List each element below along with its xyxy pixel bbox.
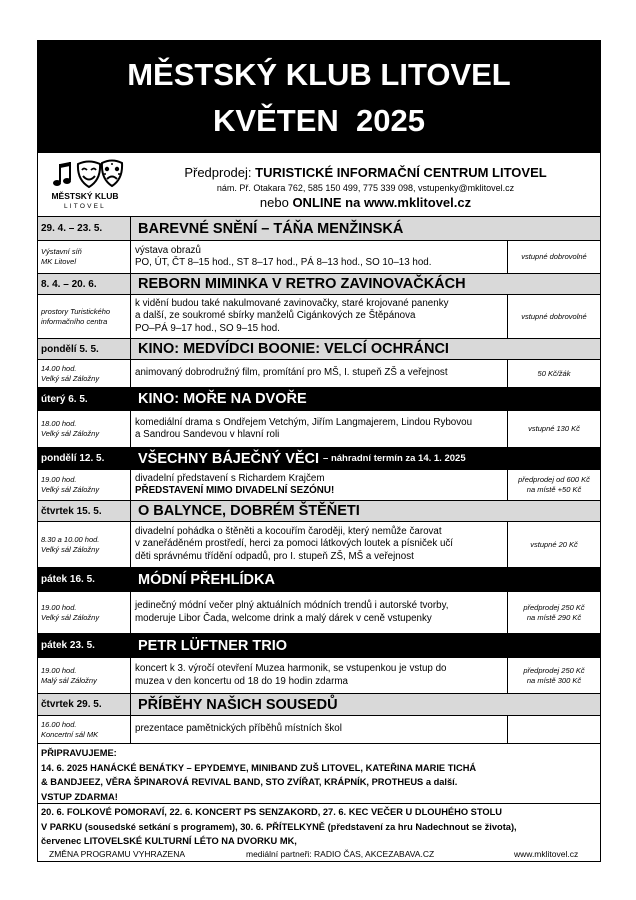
event-venue-line: Koncertní sál MK [41,729,99,739]
event-venue [38,592,131,633]
event-price-line: předprodej 250 Kč [523,665,585,675]
event-description [131,658,508,693]
presale-online-line [131,195,600,211]
event-description-line: jedinečný módní večer plný aktuálních módních trendů i autorské tvorby, [135,600,449,611]
upcoming-section [38,744,600,804]
event-header [38,568,600,592]
upcoming-line: 20. 6. FOLKOVÉ POMORAVÍ, 22. 6. KONCERT PS SENZAKORD, 27. 6. KEC VEČER U DLOUHÉHO STOLU [41,807,502,817]
event-description [131,360,508,387]
event-price [508,658,600,693]
presale-info [131,153,600,216]
event-date: 8. 4. – 20. 6. [38,274,131,294]
event-price-line: vstupné dobrovolné [521,252,587,261]
presale-online-prefix: nebo [259,195,289,210]
music-note-icon [53,162,71,186]
event-venue-line: Výstavní síň [41,247,82,256]
event-description-line: divadelní pohádka o štěněti a kocouřím čaroději, který nemůže čarovat [135,525,442,537]
event-details [38,592,600,634]
event-venue [38,360,131,387]
event-details [38,522,600,568]
event-header [38,274,600,295]
event-title: KINO: MOŘE NA DVOŘE [138,391,307,407]
event-date: pátek 23. 5. [38,634,131,657]
event-venue-line: 19.00 hod. [41,665,77,675]
upcoming-line: V PARKU (sousedské setkání s programem), 30. 6. PŘÍTELKYNĚ (představení za hru Nadechnout se života), [41,821,517,832]
logo-icons [46,158,124,190]
event-title-note: – náhradní termín za 14. 1. 2025 [323,453,466,464]
event-description [131,592,508,633]
club-title: MĚSTSKÝ KLUB LITOVEL [127,57,511,92]
event-description-line: moderuje Libor Čada, welcome drink a malý dárek v ceně vstupenky [135,612,432,624]
event-venue [38,716,131,743]
event-date: pondělí 12. 5. [38,448,131,469]
poster-footer [38,847,600,862]
event-venue-line: Velký sál Záložny [41,485,100,494]
event-details [38,470,600,501]
event-details [38,295,600,339]
tragedy-mask-icon [102,161,122,187]
upcoming-heading: PŘIPRAVUJEME: [41,748,117,758]
event-price [508,470,600,500]
event-description-line: a Sandrou Sandevou v hlavní roli [135,429,280,440]
logo-city: LITOVEL [63,203,107,210]
event-header [38,448,600,470]
upcoming-line: červenec LITOVELSKÉ KULTURNÍ LÉTO NA DVORKU MK, [41,836,297,846]
event-description [131,470,508,500]
upcoming-line: VSTUP ZDARMA! [41,791,118,802]
event-price [508,522,600,567]
event-description [131,522,508,567]
event-price [508,241,600,273]
event-price [508,360,600,387]
event-description [131,295,508,338]
event-description-line: komediální drama s Ondřejem Vetchým, Jiřím Langmajerem, Lindou Rybovou [135,416,473,428]
event-venue-line: Velký sál Záložny [41,429,100,438]
event-venue-line: prostory Turistického [41,306,111,316]
event-header [38,694,600,716]
event-venue-line: MK Litovel [41,257,77,266]
event-description-line: a další, ze soukromé sbírky manželů Cigánkových ze Štěpánova [135,310,416,322]
event-description-line: PO, ÚT, ČT 8–15 hod., ST 8–17 hod., PÁ 8–13 hod., SO 10–13 hod. [135,257,432,268]
event-header [38,339,600,360]
event-venue [38,295,131,338]
presale-venue-line [131,165,600,181]
event-title: PETR LÜFTNER TRIO [138,637,288,654]
event-venue [38,522,131,567]
event-description-line: koncert k 3. výročí otevření Muzea harmonik, se vstupenkou je vstup do [135,663,447,674]
event-header [38,634,600,658]
event-description [131,716,508,743]
footer-website: www.mklitovel.cz [514,849,579,859]
event-description [131,241,508,273]
event-venue-line: 19.00 hod. [41,602,77,612]
event-description-line: PO–PÁ 9–17 hod., SO 9–15 hod. [135,322,280,334]
event-date: čtvrtek 15. 5. [38,501,131,521]
event-venue [38,411,131,447]
event-title: REBORN MIMINKA V RETRO ZAVINOVAČKÁCH [138,276,466,292]
event-description-line: děti správnému třídění odpadů, pro I. stupeň ZŠ, MŠ a veřejnost [135,550,414,562]
club-logo [40,156,130,214]
event-title: KINO: MEDVÍDCI BOONIE: VELCÍ OCHRÁNCI [138,341,449,357]
event-price-line: předprodej 250 Kč [523,602,585,612]
event-venue-line: Velký sál Záložny [41,612,100,622]
event-venue-line: 8.30 a 10.00 hod. [41,534,100,544]
presale-section [38,153,600,217]
event-price-line: vstupné 20 Kč [530,539,578,549]
event-description-line: animovaný dobrodružný film, promítání pro MŠ, I. stupeň ZŠ a veřejnost [135,367,448,379]
footer-notice: ZMĚNA PROGRAMU VYHRAZENA [49,849,186,859]
event-header [38,388,600,411]
event-date: pátek 16. 5. [38,568,131,591]
upcoming-line: & BANDJEEZ, VĚRA ŠPINAROVÁ REVIVAL BAND, STO ZVÍŘAT, KRÁPNÍK, PROTHEUS a další. [41,777,458,787]
event-date: pondělí 5. 5. [38,339,131,359]
event-description-line: v zaneřáděném prostředí, herci za pomoci látkových loutek a písniček učí [135,538,454,550]
event-price-line: předprodej od 600 Kč [518,475,590,484]
event-header [38,217,600,241]
event-venue-line: Velký sál Záložny [41,373,100,383]
event-header [38,501,600,522]
event-price [508,592,600,633]
event-price-line: vstupné 130 Kč [528,424,580,433]
event-venue [38,658,131,693]
event-price-line: vstupné dobrovolné [521,311,587,321]
upcoming-more-section [38,804,600,847]
event-title: MÓDNÍ PŘEHLÍDKA [138,571,275,588]
event-details [38,716,600,744]
event-price-line: na místě 300 Kč [526,675,582,685]
event-description-line: PŘEDSTAVENÍ MIMO DIVADELNÍ SEZÓNU! [135,485,335,496]
poster-header [38,41,600,153]
event-details [38,411,600,448]
event-title: VŠECHNY BÁJEČNÝ VĚCI [138,450,320,467]
event-title: O BALYNCE, DOBRÉM ŠTĚŇETI [138,503,360,519]
event-description-line: prezentace pamětnických příběhů místních škol [135,723,342,735]
event-price [508,411,600,447]
event-price-line: na místě 290 Kč [526,612,582,622]
month-title: KVĚTEN 2025 [213,103,425,138]
event-details [38,241,600,274]
presale-contacts: nám. Př. Otakara 762, 585 150 499, 775 339 098, vstupenky@mklitovel.cz [216,183,515,193]
upcoming-line: 14. 6. 2025 HANÁCKÉ BENÁTKY – EPYDEMYE, MINIBAND ZUŠ LITOVEL, KATEŘINA MARIE TICHÁ [41,762,477,773]
event-title-cell [131,448,600,469]
event-price-line: na místě +50 Kč [526,485,582,494]
logo-name: MĚSTSKÝ KLUB [51,191,119,201]
event-title: PŘÍBĚHY NAŠICH SOUSEDŮ [138,696,338,713]
presale-venue: TURISTICKÉ INFORMAČNÍ CENTRUM LITOVEL [255,165,547,180]
event-price [508,295,600,338]
event-venue-line: 18.00 hod. [41,419,77,428]
event-description-line: muzea v den koncertu od 18 do 19 hodin zdarma [135,675,348,687]
footer-partners: mediální partneři: RADIO ČAS, AKCEZABAVA.CZ [246,849,435,859]
event-date: čtvrtek 29. 5. [38,694,131,715]
event-description-line: výstava obrazů [135,244,201,256]
event-details [38,360,600,388]
event-description-line: k vidění budou také nakulmované zavinovačky, staré krojované panenky [135,297,449,309]
event-price-line: 50 Kč/žák [537,368,571,378]
event-description-line: divadelní představení s Richardem Krajčem [135,472,325,484]
event-description [131,411,508,447]
event-venue-line: 16.00 hod. [41,719,77,729]
event-venue-line: informačního centra [41,316,108,326]
event-venue-line: Velký sál Záložny [41,544,100,554]
event-venue [38,470,131,500]
event-date: úterý 6. 5. [38,388,131,410]
event-details [38,658,600,694]
event-date: 29. 4. – 23. 5. [38,217,131,240]
program-poster [37,40,601,862]
event-venue [38,241,131,273]
event-venue-line: Malý sál Záložny [41,675,97,685]
presale-online: ONLINE na www.mklitovel.cz [292,195,472,210]
event-venue-line: 19.00 hod. [41,475,77,484]
comedy-mask-icon [78,162,100,188]
event-title: BAREVNÉ SNĚNÍ – TÁŇA MENŽINSKÁ [138,220,404,237]
event-price [508,716,600,743]
event-venue-line: 14.00 hod. [41,363,77,373]
presale-label: Předprodej: [184,165,252,180]
